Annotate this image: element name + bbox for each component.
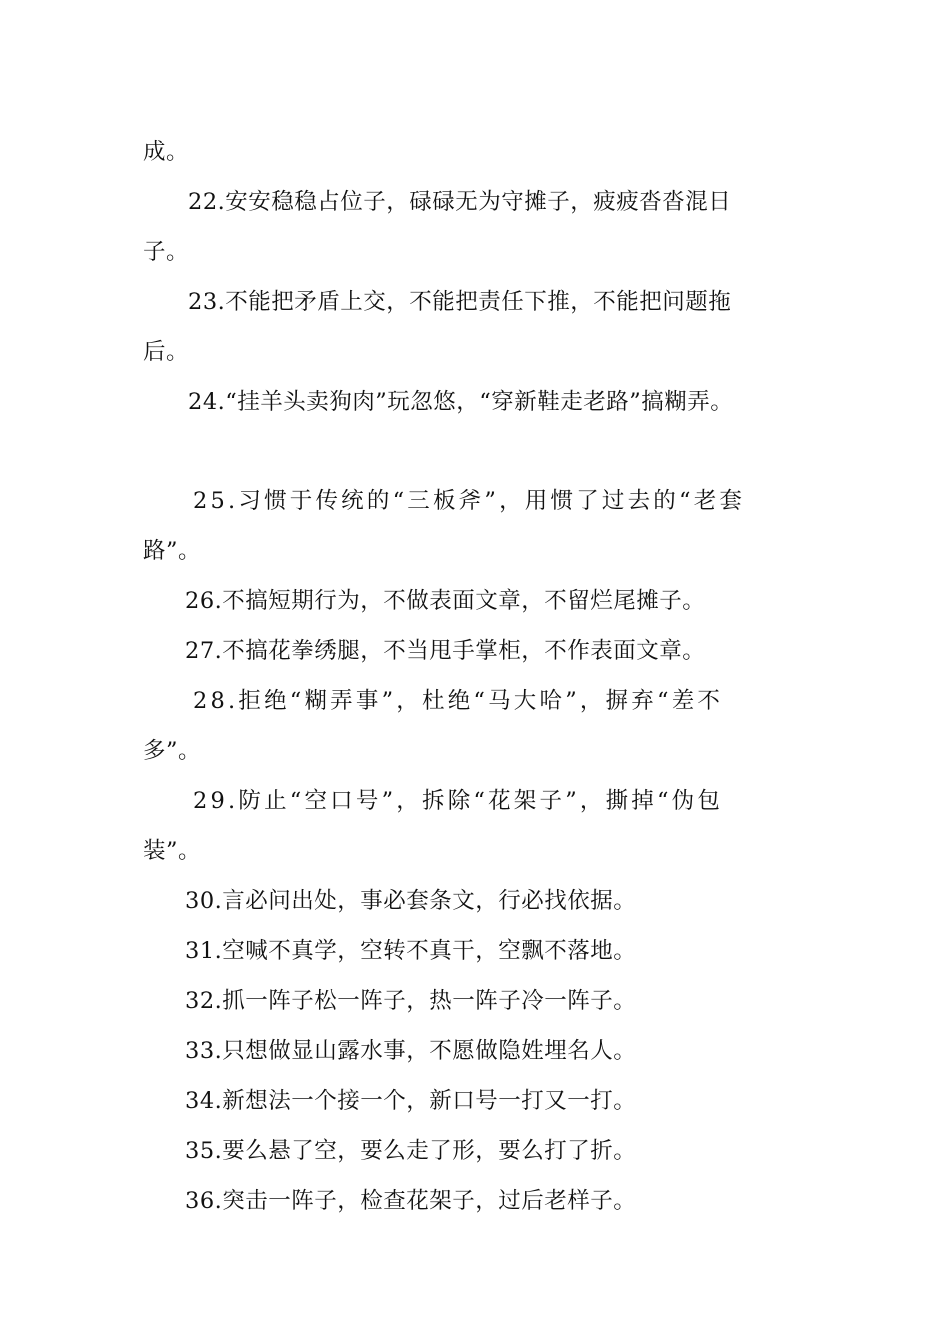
list-item-23: 23.不能把矛盾上交，不能把责任下推，不能把问题拖 (188, 289, 732, 315)
list-item-26: 26.不搞短期行为，不做表面文章，不留烂尾摊子。 (185, 588, 706, 614)
list-item-34: 34.新想法一个接一个，新口号一打又一打。 (185, 1088, 637, 1114)
list-item-25: 25.习惯于传统的“三板斧”，用惯了过去的“老套 (193, 488, 746, 514)
list-item-27: 27.不搞花拳绣腿，不当甩手掌柜，不作表面文章。 (185, 638, 706, 664)
text-line: 路”。 (143, 538, 202, 564)
list-item-29: 29.防止“空口号”，拆除“花架子”，撕掉“伪包 (193, 788, 724, 814)
text-line: 装”。 (143, 838, 202, 864)
text-line: 成。 (143, 139, 190, 165)
list-item-33: 33.只想做显山露水事，不愿做隐姓埋名人。 (185, 1038, 637, 1064)
list-item-36: 36.突击一阵子，检查花架子，过后老样子。 (185, 1188, 637, 1214)
text-line: 多”。 (143, 738, 202, 764)
list-item-22: 22.安安稳稳占位子，碌碌无为守摊子，疲疲沓沓混日 (188, 189, 732, 215)
list-item-28: 28.拒绝“糊弄事”，杜绝“马大哈”，摒弃“差不 (193, 688, 724, 714)
list-item-30: 30.言必问出处，事必套条文，行必找依据。 (185, 888, 637, 914)
list-item-24: 24.“挂羊头卖狗肉”玩忽悠，“穿新鞋走老路”搞糊弄。 (188, 389, 734, 415)
text-line: 后。 (143, 339, 190, 365)
list-item-31: 31.空喊不真学，空转不真干，空飘不落地。 (185, 938, 637, 964)
list-item-32: 32.抓一阵子松一阵子，热一阵子冷一阵子。 (185, 988, 637, 1014)
text-line: 子。 (143, 239, 190, 265)
list-item-35: 35.要么悬了空，要么走了形，要么打了折。 (185, 1138, 637, 1164)
